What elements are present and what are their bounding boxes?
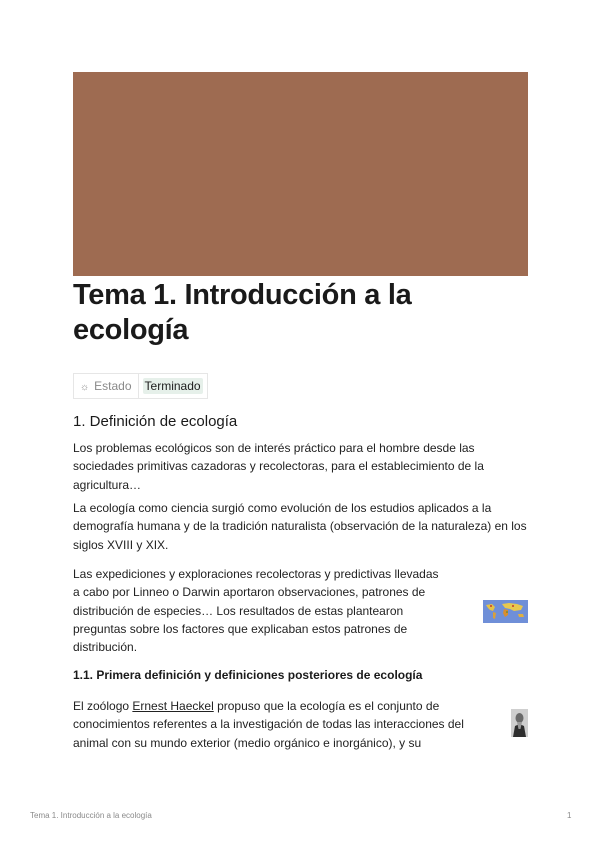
paragraph: La ecología como ciencia surgió como evolución de los estudios aplicados a la demografía humana y de la tradición naturalista (observación de la naturaleza) en los siglos XVIII y XIX.: [73, 501, 527, 552]
property-value[interactable]: [139, 374, 207, 398]
world-map-image: [483, 600, 528, 623]
paragraph: Las expediciones y exploraciones recolectoras y predictivas llevadas a cabo por Linneo o Darwin aportaron observaciones, patrones de distribución de especies… Los resultados de estas plantearon preguntas sobre los factores que explicaban estos patrones de distribución.: [73, 567, 439, 655]
footer-title: Tema 1. Introducción a la ecología: [30, 811, 152, 820]
haeckel-link[interactable]: Ernest Haeckel: [132, 699, 214, 713]
section-heading: 1. Definición de ecología: [73, 413, 238, 430]
property-key: [74, 374, 139, 398]
paragraph: Los problemas ecológicos son de interés práctico para el hombre desde las sociedades primitivas cazadoras y recolectoras, para el establecimiento de la agricultura…: [73, 441, 484, 492]
portrait-image: [511, 709, 528, 737]
cover-image: [73, 72, 528, 276]
page-number: 1: [567, 811, 572, 820]
status-badge: Terminado: [144, 379, 201, 393]
paragraph-text: El zoólogo: [73, 699, 133, 713]
paragraph-text: propuso que la ecología es el conjunto de conocimientos referentes a la investigación de todas las interacciones del animal con su mundo exterior (medio orgánico e inorgánico), y su: [73, 699, 464, 750]
property-key-label: Estado: [94, 379, 132, 393]
page-title: Tema 1. Introducción a la ecología: [73, 279, 412, 346]
subsection-heading: 1.1. Primera definición y definiciones posteriores de ecología: [73, 668, 423, 682]
gear-icon: ☼: [80, 381, 90, 393]
status-property: [73, 373, 208, 399]
paragraph: [73, 697, 478, 752]
